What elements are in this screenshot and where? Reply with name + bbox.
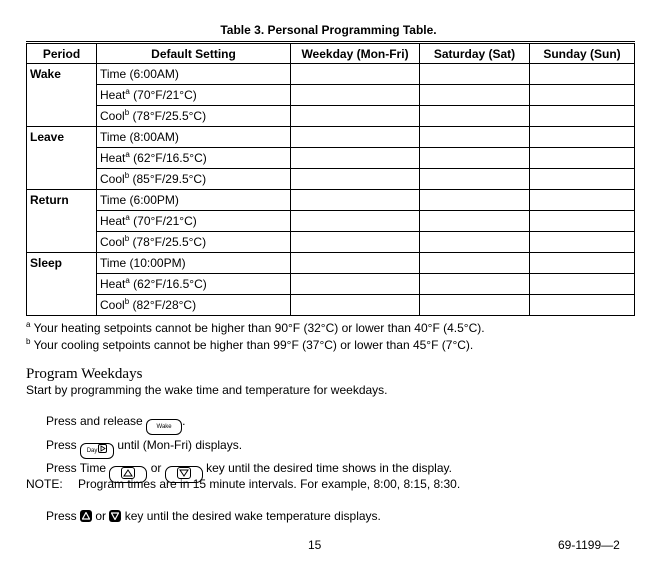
setting-value: (70°F/21°C) bbox=[129, 214, 197, 228]
setting-label: Heat bbox=[100, 151, 126, 165]
table-body bbox=[27, 64, 635, 316]
footnote-a-text: Your heating setpoints cannot be higher than 90°F (32°C) or lower than 40°F (4.5°C). bbox=[33, 321, 485, 335]
weekday-cell[interactable] bbox=[291, 232, 420, 253]
weekday-cell[interactable] bbox=[291, 190, 420, 211]
setting-label: Heat bbox=[100, 88, 126, 102]
day-key-label: Day bbox=[86, 448, 98, 454]
sunday-cell[interactable] bbox=[530, 169, 635, 190]
header-saturday: Saturday (Sat) bbox=[420, 43, 530, 64]
setting-footnote-mark: b bbox=[124, 234, 130, 243]
table-row bbox=[27, 295, 635, 316]
setting-footnote-mark: a bbox=[125, 87, 130, 96]
setting-value: (62°F/16.5°C) bbox=[129, 151, 207, 165]
table-caption: Table 3. Personal Programming Table. bbox=[220, 23, 437, 37]
default-setting-cell bbox=[97, 295, 291, 316]
up-temp-icon bbox=[80, 510, 92, 522]
wake-key: Wake bbox=[146, 419, 182, 435]
table-row bbox=[27, 253, 635, 274]
setting-label: Cool bbox=[100, 109, 125, 123]
setting-label: Heat bbox=[100, 277, 126, 291]
period-cell: Return bbox=[27, 190, 97, 253]
step2-pre: Press bbox=[46, 438, 77, 452]
period-cell: Wake bbox=[27, 64, 97, 127]
table-row bbox=[27, 106, 635, 127]
table-row bbox=[27, 169, 635, 190]
sunday-cell[interactable] bbox=[530, 106, 635, 127]
note-text: Program times are in 15 minute intervals. For example, 8:00, 8:15, 8:30. bbox=[78, 477, 461, 491]
setting-footnote-mark: b bbox=[124, 171, 130, 180]
weekday-cell[interactable] bbox=[291, 85, 420, 106]
table-header-row bbox=[27, 43, 635, 64]
sunday-cell[interactable] bbox=[530, 148, 635, 169]
weekday-cell[interactable] bbox=[291, 274, 420, 295]
step-4 bbox=[46, 509, 381, 523]
setting-footnote-mark: b bbox=[124, 297, 130, 306]
weekday-cell[interactable] bbox=[291, 295, 420, 316]
setting-label: Time (6:00PM) bbox=[100, 193, 179, 207]
saturday-cell[interactable] bbox=[420, 106, 530, 127]
saturday-cell[interactable] bbox=[420, 127, 530, 148]
table-row bbox=[27, 232, 635, 253]
step4-mid: or bbox=[95, 509, 107, 523]
saturday-cell[interactable] bbox=[420, 232, 530, 253]
saturday-cell[interactable] bbox=[420, 64, 530, 85]
weekday-cell[interactable] bbox=[291, 211, 420, 232]
table-row bbox=[27, 127, 635, 148]
note-label: NOTE: bbox=[26, 477, 63, 491]
sunday-cell[interactable] bbox=[530, 64, 635, 85]
sunday-cell[interactable] bbox=[530, 295, 635, 316]
header-sunday: Sunday (Sun) bbox=[530, 43, 635, 64]
setting-label: Heat bbox=[100, 214, 126, 228]
setting-footnote-mark: a bbox=[125, 150, 130, 159]
table-row bbox=[27, 190, 635, 211]
setting-footnote-mark: a bbox=[125, 213, 130, 222]
footnote-a-mark: a bbox=[26, 320, 31, 329]
step4-pre: Press bbox=[46, 509, 77, 523]
setting-footnote-mark: a bbox=[125, 276, 130, 285]
default-setting-cell bbox=[97, 127, 291, 148]
section-title: Program Weekdays bbox=[26, 366, 143, 382]
step3-pre: Press Time bbox=[46, 461, 107, 475]
footnote-b-mark: b bbox=[26, 337, 31, 346]
period-cell: Leave bbox=[27, 127, 97, 190]
footnote-b-text: Your cooling setpoints cannot be higher than 99°F (37°C) or lower than 45°F (7°C). bbox=[33, 338, 474, 352]
sunday-cell[interactable] bbox=[530, 274, 635, 295]
sunday-cell[interactable] bbox=[530, 253, 635, 274]
setting-value: (78°F/25.5°C) bbox=[129, 235, 207, 249]
footnote-b bbox=[26, 338, 473, 352]
setting-value: (82°F/28°C) bbox=[129, 298, 197, 312]
saturday-cell[interactable] bbox=[420, 274, 530, 295]
section-intro: Start by programming the wake time and temperature for weekdays. bbox=[26, 383, 388, 397]
sunday-cell[interactable] bbox=[530, 190, 635, 211]
step-1 bbox=[46, 414, 185, 435]
setting-label: Cool bbox=[100, 172, 125, 186]
weekday-cell[interactable] bbox=[291, 148, 420, 169]
sunday-cell[interactable] bbox=[530, 127, 635, 148]
step3-post: key until the desired time shows in the display. bbox=[206, 461, 452, 475]
header-default-setting: Default Setting bbox=[97, 43, 291, 64]
step1-post: . bbox=[182, 414, 186, 428]
default-setting-cell bbox=[97, 232, 291, 253]
programming-table bbox=[26, 41, 635, 316]
day-key bbox=[80, 443, 114, 459]
weekday-cell[interactable] bbox=[291, 64, 420, 85]
setting-label: Cool bbox=[100, 298, 125, 312]
table-row bbox=[27, 211, 635, 232]
sunday-cell[interactable] bbox=[530, 85, 635, 106]
down-temp-icon bbox=[109, 510, 121, 522]
doc-number: 69-1199—2 bbox=[558, 538, 620, 552]
saturday-cell[interactable] bbox=[420, 211, 530, 232]
step3-mid: or bbox=[150, 461, 162, 475]
saturday-cell[interactable] bbox=[420, 190, 530, 211]
setting-label: Time (8:00AM) bbox=[100, 130, 179, 144]
setting-label: Time (6:00AM) bbox=[100, 67, 179, 81]
setting-label: Time (10:00PM) bbox=[100, 256, 186, 270]
setting-label: Cool bbox=[100, 235, 125, 249]
step4-post: key until the desired wake temperature displays. bbox=[124, 509, 381, 523]
weekday-cell[interactable] bbox=[291, 106, 420, 127]
page-number: 15 bbox=[308, 538, 322, 552]
default-setting-cell bbox=[97, 190, 291, 211]
sunday-cell[interactable] bbox=[530, 232, 635, 253]
saturday-cell[interactable] bbox=[420, 148, 530, 169]
saturday-cell[interactable] bbox=[420, 253, 530, 274]
default-setting-cell bbox=[97, 169, 291, 190]
setting-value: (78°F/25.5°C) bbox=[129, 109, 207, 123]
default-setting-cell bbox=[97, 106, 291, 127]
default-setting-cell bbox=[97, 64, 291, 85]
sunday-cell[interactable] bbox=[530, 211, 635, 232]
footnote-a bbox=[26, 321, 485, 335]
weekday-cell[interactable] bbox=[291, 127, 420, 148]
table-row bbox=[27, 274, 635, 295]
period-cell: Sleep bbox=[27, 253, 97, 316]
weekday-cell[interactable] bbox=[291, 253, 420, 274]
table-row bbox=[27, 64, 635, 85]
setting-value: (70°F/21°C) bbox=[129, 88, 197, 102]
note bbox=[26, 477, 460, 491]
table-row bbox=[27, 85, 635, 106]
table-row bbox=[27, 148, 635, 169]
saturday-cell[interactable] bbox=[420, 295, 530, 316]
setting-footnote-mark: b bbox=[124, 108, 130, 117]
step-2 bbox=[46, 438, 242, 459]
default-setting-cell bbox=[97, 211, 291, 232]
step2-post: until (Mon-Fri) displays. bbox=[117, 438, 243, 452]
default-setting-cell bbox=[97, 253, 291, 274]
saturday-cell[interactable] bbox=[420, 169, 530, 190]
default-setting-cell bbox=[97, 148, 291, 169]
step1-pre: Press and release bbox=[46, 414, 143, 428]
header-period: Period bbox=[27, 43, 97, 64]
header-weekday: Weekday (Mon-Fri) bbox=[291, 43, 420, 64]
saturday-cell[interactable] bbox=[420, 85, 530, 106]
setting-value: (85°F/29.5°C) bbox=[129, 172, 207, 186]
default-setting-cell bbox=[97, 274, 291, 295]
day-arrow-icon bbox=[98, 444, 107, 453]
weekday-cell[interactable] bbox=[291, 169, 420, 190]
default-setting-cell bbox=[97, 85, 291, 106]
setting-value: (62°F/16.5°C) bbox=[129, 277, 207, 291]
